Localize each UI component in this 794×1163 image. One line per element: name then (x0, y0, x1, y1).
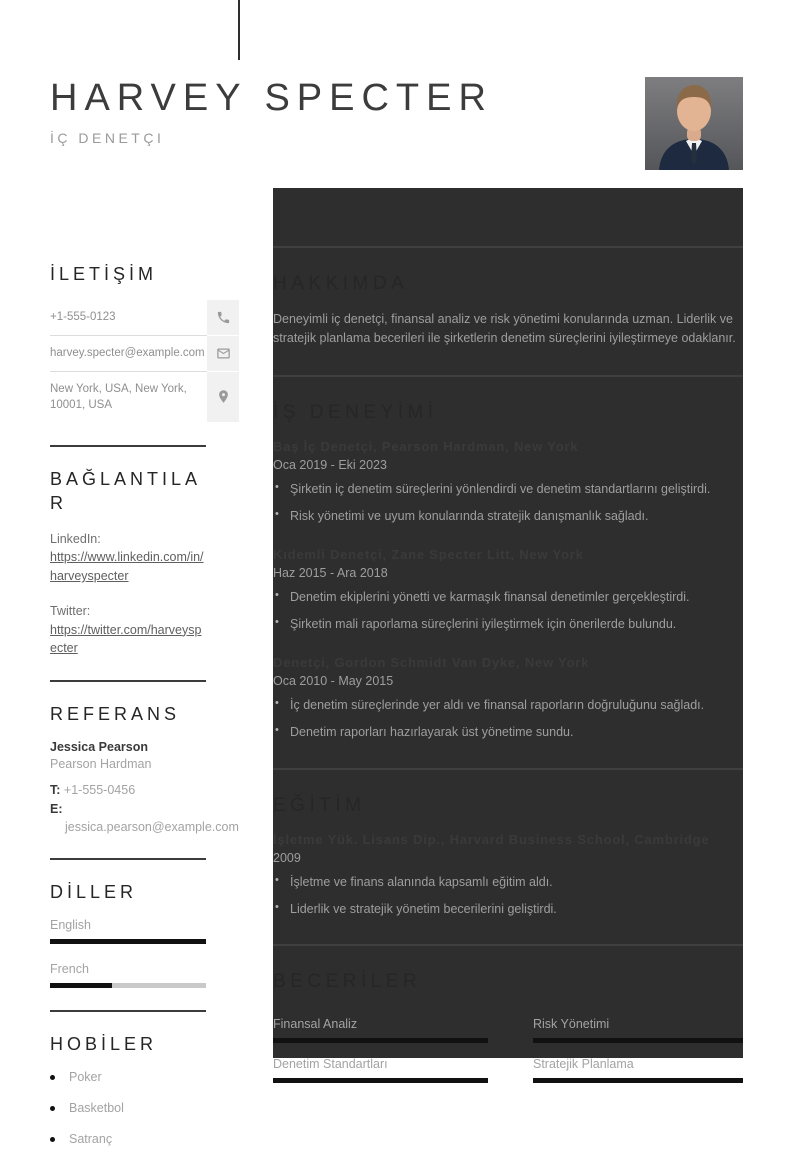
language-level-track (50, 939, 206, 944)
job-entry (273, 547, 743, 633)
reference-section (50, 680, 239, 836)
about-text: Deneyimli iç denetçi, finansal analiz ve risk yönetimi konularında uzman. Liderlik ve stratejik planlama becerileri ile şirketlerin denetim süreçlerini iyileştirmeye odaklanır. (273, 312, 736, 346)
job-bullets (273, 588, 743, 633)
phone-value: +1-555-0123 (50, 300, 207, 336)
job-bullet: • Denetim ekiplerini yönetti ve karmaşık finansal denetimler gerçekleştirdi. (273, 588, 743, 606)
twitter-label: Twitter: (50, 603, 91, 618)
reference-name: Jessica Pearson (50, 740, 148, 755)
reference-email-value: jessica.pearson@example.com (65, 819, 239, 834)
hobby-label: Basketbol (69, 1101, 124, 1116)
job-bullet: • İç denetim süreçlerinde yer aldı ve finansal raporların doğruluğunu sağladı. (273, 696, 743, 714)
job-title: Baş İç Denetçi, Pearson Hardman, New York (273, 438, 579, 454)
hobby-item (50, 1070, 206, 1084)
job-entry (273, 439, 743, 525)
skill-level-bar (273, 1078, 488, 1083)
bullet-dot-icon (50, 1137, 55, 1142)
skill-name: Denetim Standartları (273, 1056, 388, 1071)
hobby-label: Poker (69, 1070, 102, 1085)
phone-icon (207, 300, 239, 336)
job-title: Denetçi, Gordon Schmidt Van Dyke, New York (273, 655, 590, 671)
language-level-bar (50, 939, 206, 944)
header (50, 77, 744, 146)
languages-heading: DİLLER (50, 881, 138, 902)
main-column (273, 246, 743, 1109)
link-item-linkedin (50, 530, 206, 586)
hobbies-heading: HOBİLER (50, 1034, 158, 1055)
reference-email (50, 800, 239, 836)
education-degree: İşletme Yük. Lisans Dip., Harvard Business School, Cambridge (273, 831, 710, 847)
linkedin-link[interactable]: https://www.linkedin.com/in/harveyspecter (50, 550, 204, 584)
education-year: 2009 (273, 850, 301, 865)
skill-level-track (533, 1038, 743, 1043)
skill-item (533, 1057, 743, 1083)
skills-heading: BECERİLER (273, 970, 422, 992)
contact-row-phone (50, 300, 239, 336)
contact-row-email (50, 336, 239, 372)
language-item (50, 962, 206, 988)
link-item-twitter (50, 602, 206, 658)
person-job-title: İÇ DENETÇI (50, 130, 165, 146)
profile-photo-illustration (645, 77, 743, 170)
language-item (50, 918, 206, 944)
skills-grid (273, 1017, 743, 1083)
job-bullet: • Şirketin iç denetim süreçlerini yönlendirdi ve denetim standartlarını geliştirdi. (273, 480, 743, 498)
header-divider-line (238, 0, 240, 60)
job-bullets (273, 696, 743, 741)
job-bullet: • Risk yönetimi ve uyum konularında stratejik danışmanlık sağladı. (273, 507, 743, 525)
job-title: Kıdemli Denetçi, Zane Specter Litt, New York (273, 547, 584, 562)
email-value: harvey.specter@example.com (50, 336, 207, 372)
skill-level-bar (533, 1078, 743, 1083)
hobbies-section (50, 1010, 206, 1146)
experience-heading: İŞ DENEYİMİ (273, 401, 438, 423)
experience-section (273, 375, 743, 742)
education-section (273, 768, 743, 918)
person-name: HARVEY SPECTER (50, 77, 493, 119)
contact-row-location (50, 372, 239, 423)
about-heading: HAKKIMDA (273, 273, 409, 294)
location-value: New York, USA, New York, 10001, USA (50, 382, 187, 412)
email-icon (207, 336, 239, 372)
education-bullets (273, 873, 743, 918)
location-icon (207, 372, 239, 423)
job-dates: Oca 2010 - May 2015 (273, 674, 394, 689)
skill-name: Finansal Analiz (273, 1016, 358, 1031)
hobby-item (50, 1101, 206, 1115)
skill-level-track (533, 1078, 743, 1083)
languages-section (50, 858, 206, 988)
reference-phone (50, 781, 206, 799)
education-bullet: • İşletme ve finans alanında kapsamlı eğitim aldı. (273, 873, 743, 891)
reference-heading: REFERANS (50, 704, 181, 725)
job-entry (273, 655, 743, 741)
bullet-dot-icon (50, 1075, 55, 1080)
skill-level-track (273, 1038, 488, 1043)
reference-phone-value: +1-555-0456 (63, 783, 136, 798)
skill-item (533, 1017, 743, 1043)
skill-level-track (273, 1078, 488, 1083)
linkedin-label: LinkedIn: (50, 531, 101, 546)
skill-level-bar (273, 1038, 488, 1043)
skill-name: Risk Yönetimi (533, 1016, 610, 1031)
about-section (273, 246, 743, 349)
links-section (50, 445, 206, 658)
skill-item (273, 1017, 488, 1043)
links-heading: BAĞLANTILAR (50, 468, 202, 514)
reference-phone-label: T: (50, 783, 61, 798)
job-bullets (273, 480, 743, 525)
hobby-label: Satranç (69, 1132, 113, 1147)
language-name: French (50, 962, 89, 977)
twitter-link[interactable]: https://twitter.com/harveyspecter (50, 622, 202, 656)
education-heading: EĞİTİM (273, 794, 366, 816)
reference-company: Pearson Hardman (50, 757, 152, 772)
education-bullet: • Liderlik ve stratejik yönetim becerilerini geliştirdi. (273, 900, 743, 918)
profile-photo (645, 77, 743, 170)
skill-level-bar (533, 1038, 743, 1043)
language-name: English (50, 918, 91, 933)
job-dates: Haz 2015 - Ara 2018 (273, 566, 388, 580)
language-level-bar (50, 983, 112, 988)
sidebar (50, 262, 239, 1163)
contact-heading: İLETİŞİM (50, 264, 158, 284)
job-bullet: • Denetim raporları hazırlayarak üst yönetime sundu. (273, 723, 743, 741)
skill-name: Stratejik Planlama (533, 1056, 634, 1071)
job-bullet: • Şirketin mali raporlama süreçlerini iyileştirmek için önerilerde bulundu. (273, 615, 743, 633)
skills-section (273, 944, 743, 1083)
education-entry (273, 832, 743, 918)
job-dates: Oca 2019 - Eki 2023 (273, 457, 387, 472)
hobby-list (50, 1070, 206, 1146)
language-level-track (50, 983, 206, 988)
bullet-dot-icon (50, 1106, 55, 1111)
reference-email-label: E: (50, 801, 63, 816)
skill-item (273, 1057, 488, 1083)
contact-section (50, 262, 206, 423)
hobby-item (50, 1132, 206, 1146)
